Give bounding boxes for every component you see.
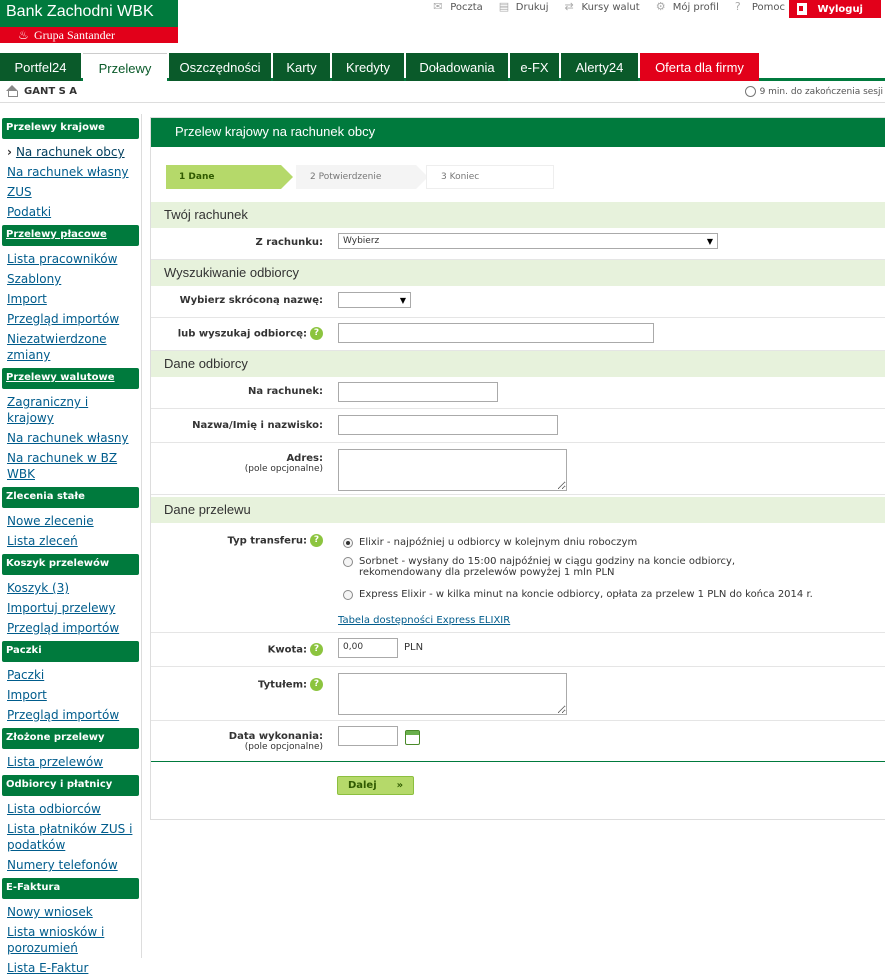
search-recipient-label: lub wyszukaj odbiorcę: ? bbox=[178, 327, 323, 340]
step-dane: 1 Dane bbox=[166, 165, 281, 189]
tab-doladowania[interactable]: Doładowania bbox=[406, 53, 508, 81]
sidebar-item-lista-efaktur[interactable]: Lista E-Faktur bbox=[7, 961, 89, 975]
date-input[interactable] bbox=[338, 726, 398, 746]
house-icon bbox=[6, 85, 19, 97]
logout-button[interactable]: Wyloguj bbox=[789, 0, 881, 18]
section-recipient: Dane odbiorcy bbox=[151, 351, 885, 377]
sidebar-item-paczki[interactable]: Paczki bbox=[7, 668, 45, 682]
section-search: Wyszukiwanie odbiorcy bbox=[151, 260, 885, 286]
row-amount bbox=[151, 633, 885, 667]
exchange-icon: ⇄ bbox=[564, 0, 574, 13]
tab-karty[interactable]: Karty bbox=[273, 53, 330, 81]
row-short-name bbox=[151, 286, 885, 318]
help-icon[interactable]: ? bbox=[310, 678, 323, 691]
sidebar-item-koszyk-przeglad[interactable]: Przegląd importów bbox=[7, 621, 120, 635]
sidebar-item-lista-zlecen[interactable]: Lista zleceń bbox=[7, 534, 78, 548]
user-bar bbox=[0, 81, 885, 103]
chevron-down-icon: ▼ bbox=[706, 236, 713, 246]
sidebar-item-importuj-przelewy[interactable]: Importuj przelewy bbox=[7, 601, 116, 615]
section-transfer: Dane przelewu bbox=[151, 497, 885, 523]
recipient-account-label: Na rachunek: bbox=[248, 386, 323, 397]
tab-oferta-dla-firmy[interactable]: Oferta dla firmy bbox=[640, 53, 759, 81]
sidebar-item-zagraniczny[interactable]: Zagraniczny i krajowy bbox=[7, 395, 89, 425]
transfer-form bbox=[150, 117, 885, 820]
recipient-account-input[interactable] bbox=[338, 382, 498, 402]
short-name-select[interactable] bbox=[338, 292, 411, 308]
sidebar-section-odbiorcy[interactable]: Odbiorcy i płatnicy bbox=[2, 775, 139, 796]
sidebar-section-koszyk[interactable]: Koszyk przelewów bbox=[2, 554, 139, 575]
sidebar-section-placowe[interactable]: Przelewy płacowe bbox=[2, 225, 139, 246]
toplink-profile[interactable]: ⚙ Mój profil bbox=[655, 0, 719, 13]
amount-input[interactable]: 0,00 bbox=[338, 638, 398, 658]
bank-logo[interactable] bbox=[0, 0, 178, 43]
row-recipient-account bbox=[151, 377, 885, 409]
tab-oszczednosci[interactable]: Oszczędności bbox=[169, 53, 271, 81]
sidebar-section-efaktura[interactable]: E-Faktura bbox=[2, 878, 139, 899]
tab-alerty24[interactable]: Alerty24 bbox=[561, 53, 638, 81]
bank-name: Bank Zachodni WBK bbox=[6, 3, 154, 20]
step-koniec: 3 Koniec bbox=[426, 165, 554, 189]
toplink-help[interactable]: ? Pomoc bbox=[734, 0, 785, 13]
sidebar-item-niezatwierdzone-zmiany[interactable]: Niezatwierdzone zmiany bbox=[7, 332, 107, 362]
radio-sorbnet[interactable]: Sorbnet - wysłany do 15:00 najpóźniej w ciągu godziny na koncie odbiorcy, rekomendowany dla przelewów powyżej 1 mln PLN bbox=[343, 556, 735, 578]
form-divider bbox=[151, 761, 885, 762]
next-button[interactable]: Dalej » bbox=[337, 776, 414, 795]
sidebar-item-import[interactable]: Import bbox=[7, 292, 47, 306]
main-tabs bbox=[0, 53, 885, 81]
sidebar-section-walutowe[interactable]: Przelewy walutowe bbox=[2, 368, 139, 389]
chevron-down-icon: ▼ bbox=[399, 295, 406, 305]
radio-elixir-control[interactable] bbox=[343, 538, 353, 548]
row-title bbox=[151, 667, 885, 721]
currency-label: PLN bbox=[404, 642, 424, 653]
section-account: Twój rachunek bbox=[151, 202, 885, 228]
sidebar-item-nowy-wniosek[interactable]: Nowy wniosek bbox=[7, 905, 93, 919]
radio-elixir[interactable]: Elixir - najpóźniej u odbiorcy w kolejnym dniu roboczym bbox=[343, 537, 637, 548]
tab-kredyty[interactable]: Kredyty bbox=[332, 53, 404, 81]
row-from-account bbox=[151, 228, 885, 260]
sidebar-item-koszyk[interactable]: Koszyk (3) bbox=[7, 581, 70, 595]
radio-express-control[interactable] bbox=[343, 590, 353, 600]
sidebar-item-paczki-przeglad[interactable]: Przegląd importów bbox=[7, 708, 120, 722]
radio-express-elixir[interactable]: Express Elixir - w kilka minut na koncie odbiorcy, opłata za przelew 1 PLN do końca 2014 r. bbox=[343, 589, 813, 600]
help-icon: ? bbox=[734, 0, 741, 13]
date-label: Data wykonania: (pole opcjonalne) bbox=[228, 731, 323, 752]
from-account-label: Z rachunku: bbox=[255, 237, 323, 248]
recipient-address-label: Adres: (pole opcjonalne) bbox=[244, 453, 323, 474]
double-chevron-right-icon: » bbox=[396, 780, 404, 791]
recipient-address-input[interactable] bbox=[338, 449, 567, 491]
sidebar-item-podatki[interactable]: Podatki bbox=[7, 205, 52, 219]
sidebar-item-paczki-import[interactable]: Import bbox=[7, 688, 47, 702]
santander-group: ♨ Grupa Santander bbox=[0, 27, 178, 43]
sidebar-item-na-rachunek-wlasny[interactable]: Na rachunek własny bbox=[7, 165, 129, 179]
top-links bbox=[433, 0, 785, 14]
toplink-print[interactable]: ▤ Drukuj bbox=[498, 0, 549, 13]
mail-icon: ✉ bbox=[433, 0, 443, 13]
step-potwierdzenie: 2 Potwierdzenie bbox=[296, 165, 416, 189]
gear-icon: ⚙ bbox=[655, 0, 666, 13]
search-recipient-input[interactable] bbox=[338, 323, 654, 343]
sidebar bbox=[0, 114, 142, 975]
row-transfer-type bbox=[151, 523, 885, 633]
sidebar-section-krajowe[interactable]: Przelewy krajowe bbox=[2, 118, 139, 139]
tab-efx[interactable]: e-FX bbox=[510, 53, 559, 81]
sidebar-item-bz-wbk[interactable]: Na rachunek w BZ WBK bbox=[7, 451, 118, 481]
help-icon[interactable]: ? bbox=[310, 534, 323, 547]
sidebar-item-lista-odbiorcow[interactable]: Lista odbiorców bbox=[7, 802, 101, 816]
toplink-mail[interactable]: ✉ Poczta bbox=[433, 0, 483, 13]
tab-portfel24[interactable]: Portfel24 bbox=[0, 53, 81, 81]
clock-icon bbox=[745, 86, 756, 97]
radio-sorbnet-control[interactable] bbox=[343, 557, 353, 567]
tab-przelewy[interactable]: Przelewy bbox=[83, 53, 167, 82]
door-icon bbox=[797, 3, 807, 15]
row-search-recipient bbox=[151, 318, 885, 351]
row-recipient-name bbox=[151, 409, 885, 443]
sidebar-section-zlecenia[interactable]: Zlecenia stałe bbox=[2, 487, 139, 508]
sidebar-item-lista-przelewow[interactable]: Lista przelewów bbox=[7, 755, 104, 769]
sidebar-item-walutowy-wlasny[interactable]: Na rachunek własny bbox=[7, 431, 129, 445]
sidebar-item-lista-platnikow[interactable]: Lista płatników ZUS i podatków bbox=[7, 822, 133, 852]
recipient-name-input[interactable] bbox=[338, 415, 558, 435]
help-icon[interactable]: ? bbox=[310, 327, 323, 340]
transfer-type-label: Typ transferu: ? bbox=[227, 534, 323, 547]
sidebar-section-paczki[interactable]: Paczki bbox=[2, 641, 139, 662]
session-timer: 9 min. do zakończenia sesji bbox=[745, 86, 883, 97]
short-name-label: Wybierz skróconą nazwę: bbox=[179, 295, 323, 306]
recipient-name-label: Nazwa/Imię i nazwisko: bbox=[192, 420, 323, 431]
sidebar-section-zlozone[interactable]: Złożone przelewy bbox=[2, 728, 139, 749]
sidebar-item-lista-wnioskow[interactable]: Lista wniosków i porozumień bbox=[7, 925, 105, 955]
help-icon[interactable]: ? bbox=[310, 643, 323, 656]
sidebar-item-lista-pracownikow[interactable]: Lista pracowników bbox=[7, 252, 118, 266]
from-account-select[interactable]: Wybierz ▼ bbox=[338, 233, 718, 249]
title-label: Tytułem: ? bbox=[258, 678, 323, 691]
page-title: Przelew krajowy na rachunek obcy bbox=[151, 118, 885, 147]
calendar-icon[interactable] bbox=[405, 730, 420, 745]
amount-label: Kwota: ? bbox=[268, 643, 323, 656]
sidebar-item-szablony[interactable]: Szablony bbox=[7, 272, 62, 286]
sidebar-item-przeglad-importow[interactable]: Przegląd importów bbox=[7, 312, 120, 326]
row-recipient-address bbox=[151, 443, 885, 495]
sidebar-item-zus[interactable]: ZUS bbox=[7, 185, 32, 199]
sidebar-item-nowe-zlecenie[interactable]: Nowe zlecenie bbox=[7, 514, 94, 528]
toplink-exchange[interactable]: ⇄ Kursy walut bbox=[564, 0, 640, 13]
sidebar-item-na-rachunek-obcy[interactable]: › Na rachunek obcy bbox=[0, 143, 141, 161]
user-name: GANT S A bbox=[6, 85, 77, 97]
print-icon: ▤ bbox=[498, 0, 510, 13]
title-input[interactable] bbox=[338, 673, 567, 715]
row-date bbox=[151, 721, 885, 761]
express-elixir-table-link[interactable]: Tabela dostępności Express ELIXIR bbox=[338, 615, 511, 626]
sidebar-item-numery-telefonow[interactable]: Numery telefonów bbox=[7, 858, 118, 872]
